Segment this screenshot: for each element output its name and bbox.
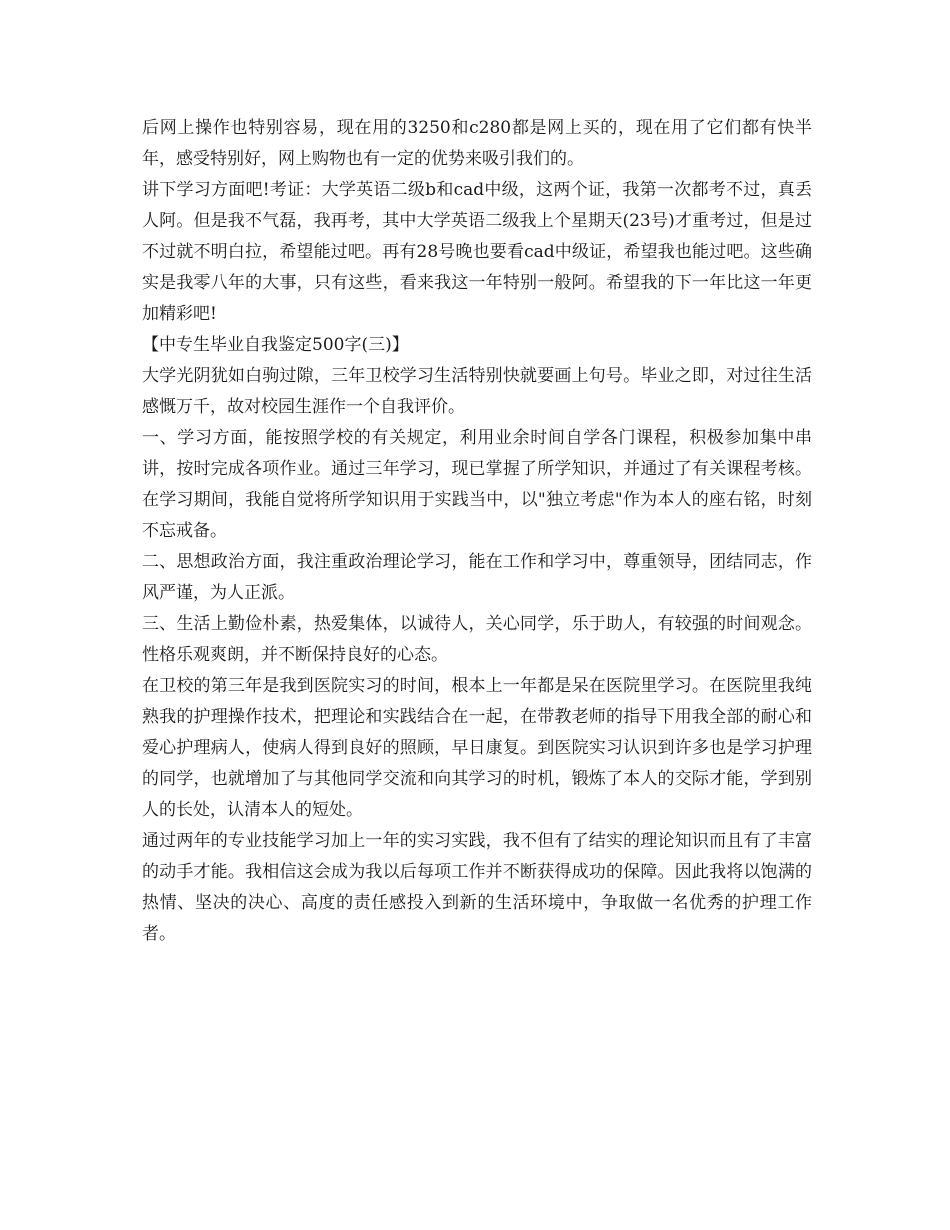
paragraph-intro: 大学光阴犹如白驹过隙，三年卫校学习生活特别快就要画上句号。毕业之即，对过往生活感慨万千，故对校园生涯作一个自我评价。 (142, 366, 812, 417)
paragraph-life: 三、生活上勤俭朴素，热爱集体，以诚待人，关心同学，乐于助人，有较强的时间观念。性格乐观爽朗，并不断保持良好的心态。 (142, 614, 812, 665)
document-body (142, 113, 812, 950)
paragraph-study-certificates: 讲下学习方面吧!考证：大学英语二级b和cad中级，这两个证，我第一次都考不过，真丢人阿。但是我不气磊，我再考，其中大学英语二级我上个星期天(23号)才重考过，但是过不过就不明白拉，希望能过吧。再有28号晚也要看cad中级证，希望我也能过吧。这些确实是我零八年的大事，只有这些，看来我这一年特别一般阿。希望我的下一年比这一年更加精彩吧! (142, 180, 812, 324)
paragraph-politics: 二、思想政治方面，我注重政治理论学习，能在工作和学习中，尊重领导，团结同志，作风严谨，为人正派。 (142, 552, 812, 603)
section-heading: 【中专生毕业自我鉴定500字(三)】 (142, 335, 409, 355)
paragraph-online-shopping: 后网上操作也特别容易，现在用的3250和c280都是网上买的，现在用了它们都有快半年，感受特别好，网上购物也有一定的优势来吸引我们的。 (142, 118, 812, 169)
paragraph-conclusion: 通过两年的专业技能学习加上一年的实习实践，我不但有了结实的理论知识而且有了丰富的动手才能。我相信这会成为我以后每项工作并不断获得成功的保障。因此我将以饱满的热情、坚决的决心、高度的责任感投入到新的生活环境中，争取做一名优秀的护理工作者。 (142, 831, 812, 944)
paragraph-internship: 在卫校的第三年是我到医院实习的时间，根本上一年都是呆在医院里学习。在医院里我纯熟我的护理操作技术，把理论和实践结合在一起，在带教老师的指导下用我全部的耐心和爱心护理病人，使病人得到良好的照顾，早日康复。到医院实习认识到许多也是学习护理的同学，也就增加了与其他同学交流和向其学习的时机，锻炼了本人的交际才能，学到别人的长处，认清本人的短处。 (142, 676, 812, 820)
paragraph-study: 一、学习方面，能按照学校的有关规定，利用业余时间自学各门课程，积极参加集中串讲，按时完成各项作业。通过三年学习，现已掌握了所学知识，并通过了有关课程考核。在学习期间，我能自觉将所学知识用于实践当中，以"独立考虑"作为本人的座右铭，时刻不忘戒备。 (142, 428, 812, 541)
